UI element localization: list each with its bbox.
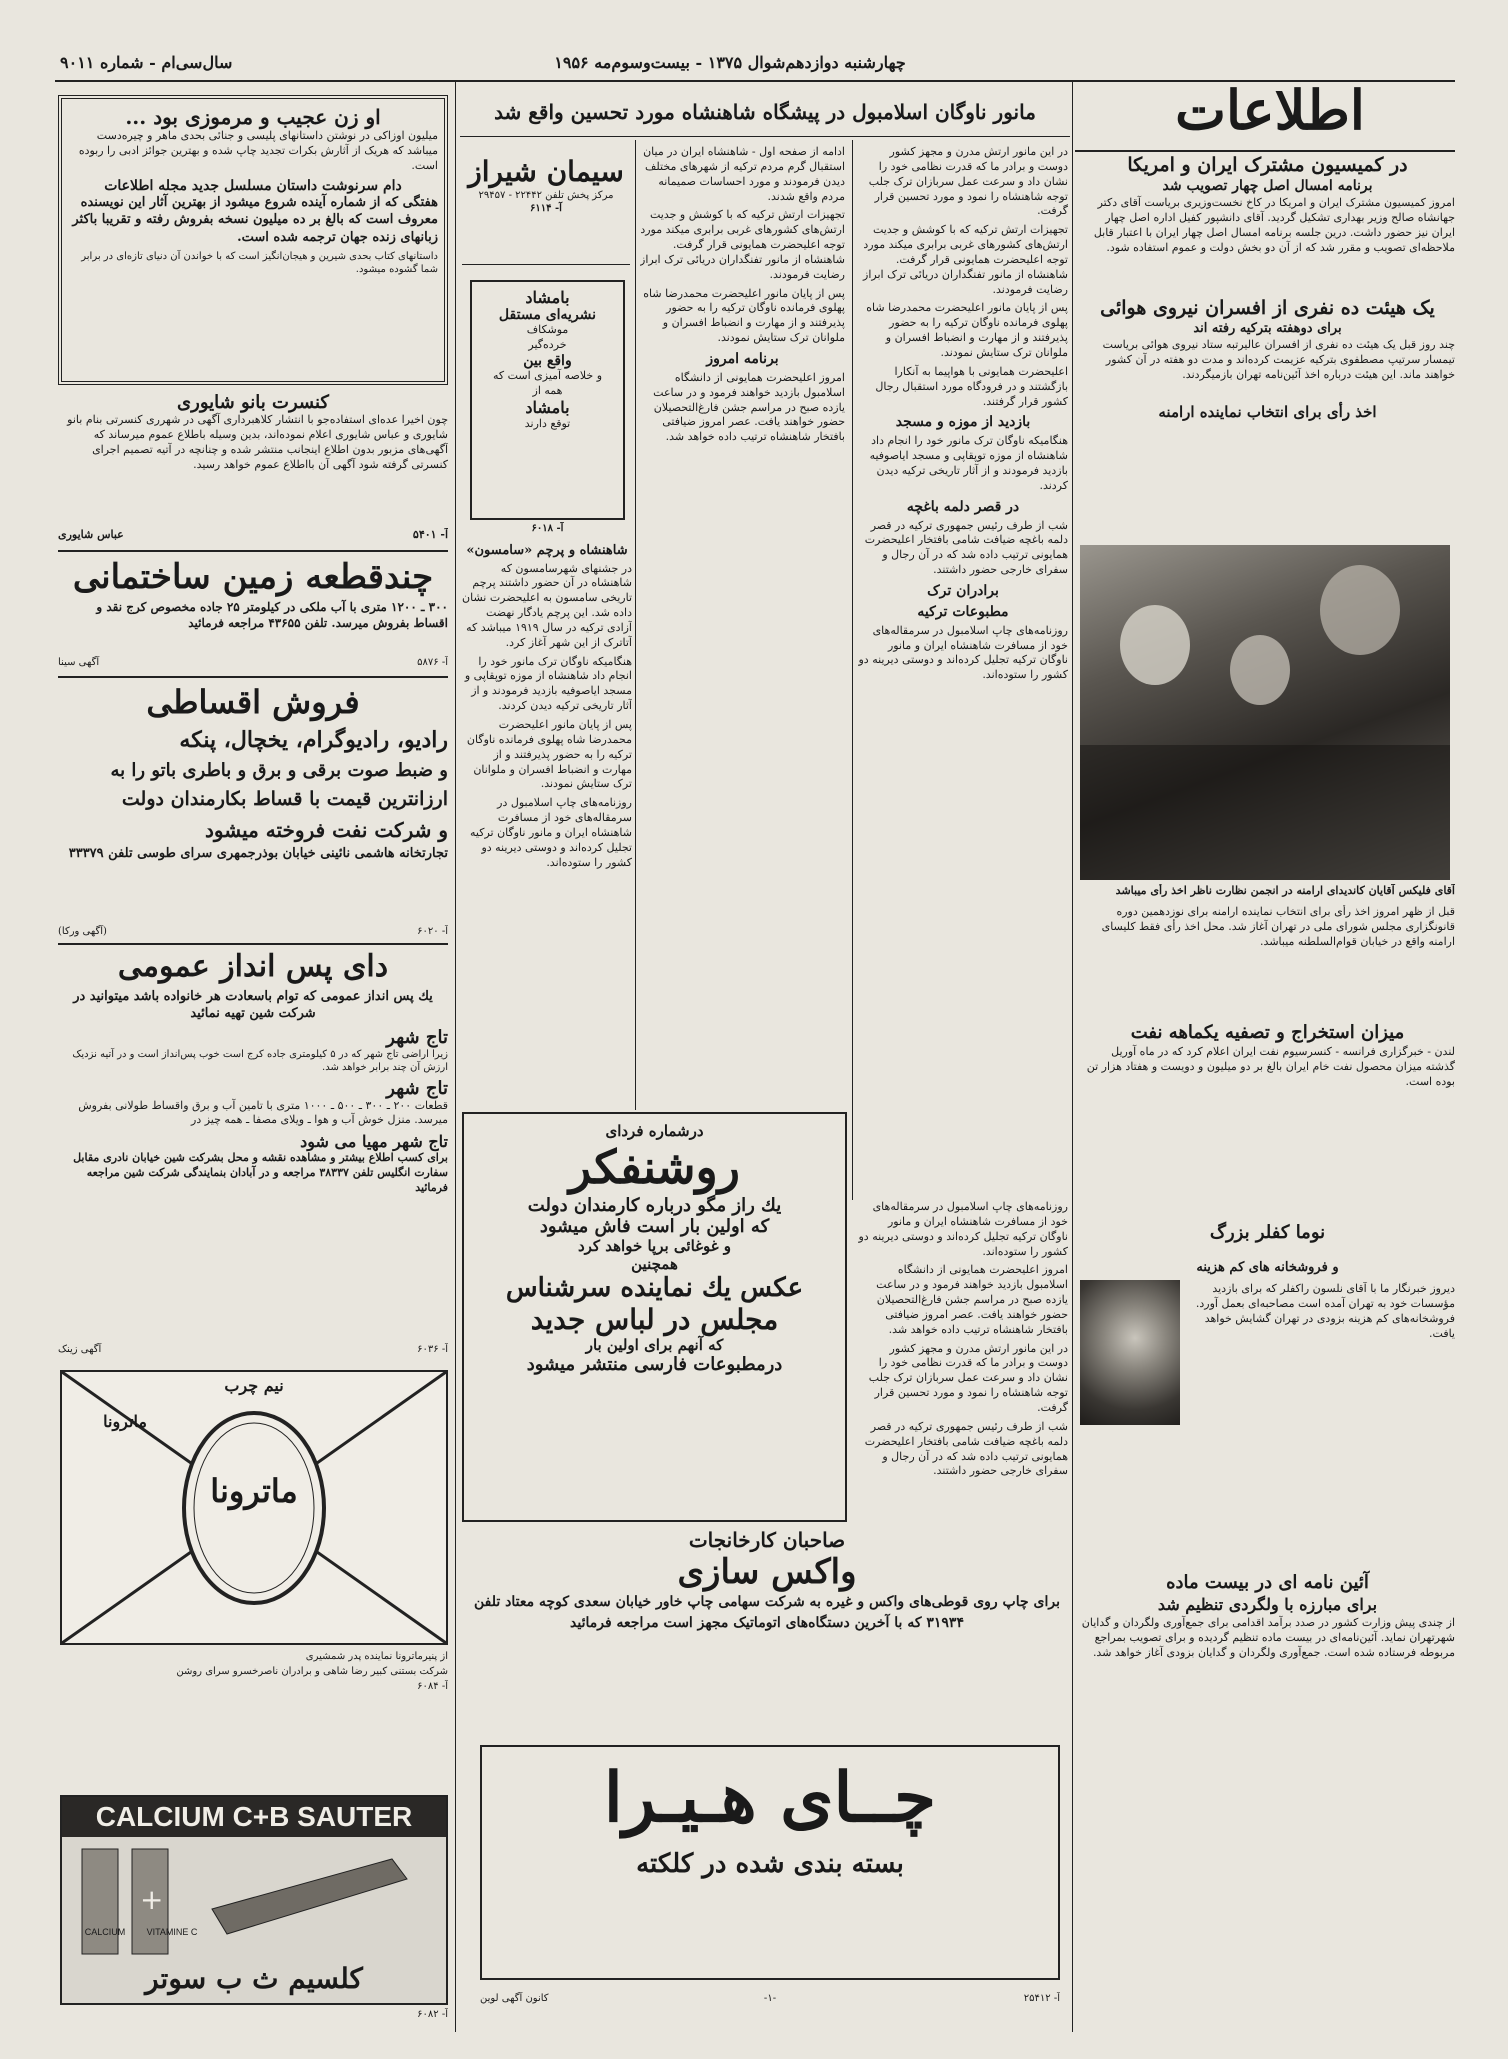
matrona-brand: ماترونا [210,1472,298,1510]
ad-line: همچنین [631,1255,678,1274]
bamshad-line: توقع دارند [524,417,571,431]
bamshad-title: بامشاد [525,288,570,307]
story-subheadline: دام سرنوشت داستان مسلسل جدید مجله اطلاعات [104,177,402,194]
headline: نوما کفلر بزرگ [1209,1222,1326,1243]
main-headline-rule [460,136,1070,137]
sale-agency: (آگهی ورکا) [58,926,107,937]
bamshad-line: بامشاد [525,398,570,418]
headline: اخذ رأی برای انتخاب نماینده ارامنه [1158,402,1377,421]
ad-title: روشنفکر [569,1140,740,1194]
col1-rockefeller-sub [1080,1258,1455,1278]
cinema-name: سیمان شیراز [468,155,624,188]
subheadline: برای دوهفته بترکیه رفته اند [1193,321,1342,336]
bamshad-line: خرده‌گیر [528,337,567,351]
paragraph: از چندی پیش وزارت کشور در صدد برآمد اقدامی برای جمع‌آوری ولگردان و گدایان شهرتهران نماید. آئین‌نامه‌ای در بیست ماده تنظیم گردیده و برای تصویب بمراجع مربوطه فرستاده شده است. جمع‌آوری ولگردان و گدایان بزودی آغاز خواهد شد. [1081,1616,1455,1659]
savings-ad [58,947,448,1357]
concert-signature: عباس شایوری [58,528,124,541]
footer-code: آ- ۲۵۴۱۲ [1023,1993,1060,2004]
bamshad-line: و خلاصه آمیزی است که [492,368,603,382]
paragraph: امروز کمیسیون مشترک ایران و امریکا در کاخ نخست‌وزیری بریاست آقای دکتر جهانشاه صالح وزیر بهداری تشکیل گردید. آقای دانشپور کفیل اداره اصل چهار ایران نیز حضور داشت. درین جلسه برنامه امسال اصل چهار ایران با اعتبار قابل ملاحظه‌ای تصویب و مقرر شد که از آن دو بخش دولت و عموم استفاده شود. [1093,196,1455,254]
headline: میزان استخراج و تصفیه یکماهه نفت [1130,1022,1405,1043]
paragraph: چون اخیرا عده‌ای استفاده‌جو با انتشار کلاهبرداری آگهی در شهرری کنسرتی بنام بانو شایوری و عباس شایوری اعلام نموده‌اند، بدین وسیله باطلاع عموم میرساند که آگهی‌های مزبور بدون اطلاع اینجانب منتشر شده و چنانچه در آتیه تصمیم اجرای کنسرتی گرفته شود آگهی آن بااطلاع عموم خواهد رسید. [67,413,448,471]
paragraph: ۳۰۰ ـ ۱۲۰۰ متری با آب ملکی در کیلومتر ۲۵ جاده مخصوص کرج نقد و اقساط بفروش میرسد. تلفن ۴۳۶۵۵ مراجعه فرمائید [96,600,448,631]
paragraph: چند روز قبل یک هیئت ده نفری از افسران عالیرتبه ستاد نیروی هوائی بریاست تیمسار سرتیپ مصطفوی بترکیه عزیمت کرده‌اند و مدت دو هفته در آن کشور خواهند ماند. این هیئت درباره اخذ آئین‌نامه تهران بازمیگردند. [1102,338,1455,381]
ad-line: که آنهم برای اولین بار [585,1336,724,1355]
paragraph: پس از پایان مانور اعلیحضرت محمدرضا شاه پهلوی فرمانده ناوگان ترکیه را به حضور پذیرفتند و از مهارت و انضباط افسران و ملوانان ترک ستایش نمودند. [466,717,632,791]
paragraph: برای کسب اطلاع بیشتر و مشاهده نقشه و محل بشرکت شین خیابان نادری مقابل سفارت انگلیس تلفن ۳۸۳۳۷ مراجعه و در آبادان بنمایندگی شرکت شین مراجعه فرمائید [73,1151,448,1194]
column-rule [635,140,636,1110]
ad-line: و شرکت نفت فروخته میشود [205,817,448,842]
photo-caption: آقای فلیکس آقایان کاندیدای ارامنه در انجمن نظارت ناظر اخذ رأی میباشد [1115,884,1455,897]
page-number: -۱- [763,1993,777,2004]
bamshad-line: واقع بین [523,352,572,369]
paragraph: امروز اعلیحضرت همایونی از دانشگاه اسلامبول بازدید خواهند فرمود و در ساعت یازده صبح در مراسم جشن فارغ‌التحصیلان حضور خواهند یافت. عصر امروز ضیافتی بافتخار شاهنشاه ترتیب داده خواهد شد. [653,370,845,444]
col1-article-airforce [1080,295,1455,510]
ad-line: صاحبان کارخانجات [688,1528,846,1552]
ad-heading: تاج شهر [386,1077,448,1099]
headline: آئین نامه ای در بیست ماده [1166,1572,1369,1593]
paragraph: داستانهای کتاب بحدی شیرین و هیجان‌انگیز است که با خواندن آن دنیای تازه‌ای در برابر شما گشوده میشود. [81,251,438,276]
column-rule [455,82,456,2032]
paragraph: امروز اعلیحضرت همایونی از دانشگاه اسلامبول بازدید خواهند فرمود و در ساعت یازده صبح در مراسم جشن فارغ‌التحصیلان حضور خواهند یافت. عصر امروز ضیافتی بافتخار شاهنشاه ترتیب داده خواهد شد. [876,1263,1068,1336]
headline: بازدید از موزه و مسجد [895,414,1031,431]
ad-body: برای چاپ روی قوطی‌های واکس و غیره به شرکت سهامی چاپ خاور خیابان سعدی کوچه معتاد تلفن ۳۱۹۳۴ که با آخرین دستگاه‌های اتوماتیک مجهز است مراجعه فرمائید [473,1594,1061,1631]
issue-line: سال‌سی‌ام - شماره ۹۰۱۱ [60,53,233,72]
col1-article-vagrancy [1080,1570,1455,2035]
ad-line: درمطبوعات فارسی منتشر میشود [526,1354,783,1376]
calcium-banner: CALCIUM C+B SAUTER [62,1797,446,1837]
paragraph: روزنامه‌های چاپ اسلامبول در سرمقاله‌های خود از مسافرت شاهنشاه ایران و مانور ناوگان ترکیه تجلیل کرده‌اند و دوستی دیرینه دو کشور را ستوده‌اند. [858,623,1068,682]
ad-title: دای پس انداز عمومی [117,949,389,984]
ad-title: فروش اقساطی [146,683,360,721]
cinema-phone: مرکز پخش تلفن ۲۲۴۴۲ - ۲۹۴۵۷ [478,189,614,201]
paragraph: هنگامیکه ناوگان ترک مانور خود را انجام داد شاهنشاه از موزه توپقاپی و مسجد ایاصوفیه بازدید فرمودند و از آثار تاریخی ترکیه دیدن کردند. [464,654,632,713]
subheadline: و فروشخانه های کم هزینه [1196,1260,1339,1275]
matrona-address: شرکت بستنی کبیر رضا شاهی و برادران ناصرخسرو سرای روشن [176,1666,448,1677]
ad-title: چــای هـیـرا [603,1758,937,1838]
date-line: چهارشنبه دوازدهم‌شوال ۱۳۷۵ - بیست‌وسوم‌مه ۱۹۵۶ [554,53,906,72]
section-rule [58,550,448,552]
col1-paragraph-rockefeller: دیروز خبرنگار ما با آقای نلسون راکفلر که برای بازدید مؤسسات خود به تهران آمده است مصاحبه‌ای بعمل آورد. فروشخانه‌های کم هزینه بزودی در تهران گشایش خواهد یافت. [1195,1282,1455,1340]
roshanfekr-ad [462,1112,847,1522]
cinema-ad [462,155,630,265]
paragraph: روزنامه‌های چاپ اسلامبول در سرمقاله‌های خود از مسافرت شاهنشاه ایران و مانور ناوگان ترکیه تجلیل کرده‌اند و دوستی دیرینه دو کشور را ستوده‌اند. [469,796,632,869]
svg-text:+: + [140,1883,164,1916]
bamshad-line: نشریه‌ای مستقل [498,307,597,323]
photo-rockefeller [1080,1280,1180,1425]
calcium-ad [60,1795,448,2005]
paragraph: شب از طرف رئیس جمهوری ترکیه در قصر دلمه باغچه ضیافت شامی بافتخار اعلیحضرت همایونی ترتیب داده شد که در آن رجال و سفرای خارجی حضور داشتند. [864,518,1068,577]
tea-ad [480,1745,1060,1980]
subheadline: برای مبارزه با ولگردی تنظیم شد [1157,1595,1378,1614]
headline: یک هیئت ده نفری از افسران نیروی هوائی [1100,297,1435,319]
paragraph: اعلیحضرت همایونی با هواپیما به آنکارا بازگشتند و در فرودگاه مورد استقبال رجال کشور قرار گرفتند. [875,364,1068,408]
taj-code: آ- ۶۰۳۶ [417,1344,448,1355]
col1-article-commission [1080,152,1455,292]
section-rule [58,676,448,678]
sale-code: آ- ۶۰۲۰ [417,926,448,937]
col1-article-rockefeller [1080,1220,1455,1260]
matrona-code: آ- ۶۰۸۴ [417,1681,448,1692]
col1-article-oil [1080,1020,1455,1205]
story-ad [58,95,448,385]
bamshad-line: موشکاف [526,323,569,336]
headline: در کمیسیون مشترک ایران و امریکا [1127,154,1408,176]
paragraph: هفتگی که از شماره آینده شروع میشود از بهترین آثار این نویسنده معروف است که بالغ بر ده میلیون نسخه بفروش رفته و تقریبا باکثر زبانهای زنده جهان ترجمه شده است. [72,194,438,245]
bamshad-code: آ- ۶۰۱۸ [531,523,564,534]
ad-sub: بسته بندی شده در کلکته [636,1849,904,1879]
column-rule [1072,82,1073,2032]
calcium-fa-name: کلسیم ث ب سوتر [145,1962,363,1995]
col1-paragraph-election: قبل از ظهر امروز اخذ رأی برای انتخاب نماینده ارامنه برای نوزدهمین دوره قانونگزاری مجلس شورای ملی در تهران آغاز شد. محل اخذ رأی فقط کلیسای ارامنه واقع در خیابان قوام‌السلطنه میباشد. [1101,905,1455,948]
photo-armenian-election [1080,545,1450,880]
paragraph: پس از پایان مانور اعلیحضرت محمدرضا شاه پهلوی فرمانده ناوگان ترکیه را به حضور پذیرفتند و از مهارت و انضباط افسران و ملوانان ترک ستایش نمودند. [643,286,845,345]
ad-heading: تاج شهر مهیا می شود [300,1132,448,1152]
paragraph: هنگامیکه ناوگان ترک مانور خود را انجام داد شاهنشاه از موزه توپقاپی و مسجد ایاصوفیه بازدید فرمودند و از آثار تاریخی ترکیه دیدن کردند. [869,434,1068,492]
paragraph: زیرا اراضی تاج شهر که در ۵ کیلومتری جاده کرج است خوب پس‌انداز است و در آتیه نزدیک ارزش آن چند برابر خواهد شد. [72,1048,448,1073]
matrona-top-label: نیم چرب [224,1376,284,1395]
paragraph: در این مانور ارتش مدرن و مجهز کشور دوست و برادر ما که قدرت نظامی خود را نشان داد و سرعت عمل سربازان ترک جلب توجه شاهنشاه را نمود و مورد تحسین قرار گرفت. [868,145,1068,218]
ad-line: و ضبط صوت برقی و برق و باطری باتو را به [110,759,448,781]
ad-title: چندقطعه زمین ساختمانی [72,557,434,597]
story-headline: او زن عجیب و مرموزی بود ... [125,105,381,129]
col2-sasoon-article [462,540,632,1110]
calcium-vial-label: VITAMINE C [146,1927,198,1937]
paragraph: ادامه از صفحه اول - شاهنشاه ایران در میان استقبال گرم مردم ترکیه از شهرهای مختلف دیدن فرمودند و مورد احساسات صمیمانه مردم واقع شدند. [643,145,845,203]
paragraph: قطعات ۲۰۰ ـ ۳۰۰ ـ ۵۰۰ ـ ۱۰۰۰ متری با تامین آب و برق واقساط طولانی بفروش میرسد. منزل خوش آب و هوا ـ ویلای مصفا ـ همه چیز در [78,1098,448,1127]
concert-headline: کنسرت بانو شایوری [177,392,329,413]
ad-title: واکس سازی [677,1552,857,1592]
paragraph: تجهیزات ارتش ترکیه که با کوشش و جدیت ارتش‌های کشورهای غربی برابری میکند مورد توجه اعلیحضرت همایونی قرار گرفت. شاهنشاه از مانور تفنگداران دریائی ترک ابراز رضایت فرمودند. [863,223,1068,296]
calcium-ampoules-graphic [62,1839,446,1959]
ad-line: ارزانترین قیمت با قساط بکارمندان دولت [121,788,448,811]
column-rule [852,140,853,1200]
paragraph: تجهیزات ارتش ترکیه که با کوشش و جدیت ارتش‌های کشورهای غربی برابری میکند مورد توجه اعلیحضرت همایونی قرار گرفت. شاهنشاه از مانور تفنگداران دریائی ترک ابراز رضایت فرمودند. [640,208,845,281]
concert-notice [58,392,448,542]
paragraph: در جشنهای شهرسامسون که شاهنشاه در آن حضور داشتند پرچم تاریخی سامسون به اعلیحضرت نشان داده شد. این پرچم یادگار نهضت آزادی ترکیه در سال ۱۹۱۹ میباشد که آتاترک از این شهر آغاز کرد. [462,561,632,649]
col2-middle-column [640,145,845,1110]
paragraph: پس از پایان مانور اعلیحضرت محمدرضا شاه پهلوی فرمانده ناوگان ترکیه را به حضور پذیرفتند و از مهارت و انضباط افسران و ملوانان ترک ستایش نمودند. [866,301,1068,359]
ad-line: که اولین بار است فاش میشود [539,1216,770,1238]
concert-code: آ- ۵۴۰۱ [412,528,448,541]
ad-line: عکس یك نماینده سرشناس [505,1273,804,1304]
bamshad-ad [470,280,625,520]
calcium-vial-label: CALCIUM [84,1927,126,1937]
headline: شاهنشاه و پرچم «سامسون» [466,543,628,558]
headline: برنامه امروز [706,350,779,367]
ad-line: مجلس در لباس جدید [530,1303,779,1337]
cinema-code: آ- ۶۱۱۴ [530,202,562,214]
matrona-caption: از پنیرماترونا نماینده پدر شمشیری [305,1651,448,1662]
ad-line: درشماره فردای [605,1122,704,1140]
bamshad-line: همه از [532,383,563,397]
matrona-side-label: ماترونا [103,1412,147,1431]
ad-line: رادیو، رادیوگرام، یخچال، پنکه [179,726,448,753]
wax-ad [462,1528,1072,1728]
headline: در قصر دلمه باغچه [906,498,1020,515]
land-agency: آگهی سینا [58,657,100,668]
headline: برادران ترک [927,582,999,599]
col2-right-column [858,145,1068,1195]
section-rule [58,943,448,945]
installment-ad [58,680,448,925]
paragraph: شب از طرف رئیس جمهوری ترکیه در قصر دلمه باغچه ضیافت شامی بافتخار اعلیحضرت همایونی ترتیب داده شد که در آن رجال و سفرای خارجی حضور داشتند. [864,1419,1068,1478]
calcium-code: آ- ۶۰۸۲ [417,2009,448,2020]
ad-heading: تاج شهر [386,1026,448,1048]
paragraph: در این مانور ارتش مدرن و مجهز کشور دوست و برادر ما که قدرت نظامی خود را نشان داد و سرعت عمل سربازان ترک جلب توجه شاهنشاه را نمود و مورد تحسین قرار گرفت. [868,1341,1068,1414]
masthead-logo: اطلاعات [1175,78,1365,142]
ad-line: و غوغائی برپا خواهد کرد [577,1237,732,1256]
paragraph: روزنامه‌های چاپ اسلامبول در سرمقاله‌های خود از مسافرت شاهنشاه ایران و مانور ناوگان ترکیه تجلیل کرده‌اند و دوستی دیرینه دو کشور را ستوده‌اند. [858,1200,1068,1258]
paragraph: میلیون اوزاکی در نوشتن داستانهای پلیسی و جنائی بحدی ماهر و چیره‌دست میباشد که هریک از آثارش بکرات تجدید چاپ شده و بهترین جوائز ادبی را ربوده است. [78,129,438,172]
ad-address: تجارتخانه هاشمی نائینی خیابان بوذرجمهری سرای طوسی تلفن ۳۳۳۷۹ [68,845,448,861]
land-code: آ- ۵۸۷۶ [417,657,448,668]
paragraph: لندن - خبرگزاری فرانسه - کنسرسیوم نفت ایران اعلام کرد که در ماه آوریل گذشته میزان محصول نفت خام ایران بالغ بر دو میلیون و دویست و هفتاد هزار تن بوده است. [1086,1045,1455,1088]
ad-sub: یك پس انداز عمومی که توام باسعادت هر خانواده باشد میتوانید در شرکت شین تهیه نمائید [73,988,433,1022]
footer-agency: کانون آگهی لوین [480,1993,549,2004]
taj-agency: آگهی زینک [58,1344,102,1355]
main-headline: مانور ناوگان اسلامبول در پیشگاه شاهنشاه مورد تحسین واقع شد [494,100,1036,124]
ad-line: یك راز مگو درباره کارمندان دولت [527,1195,782,1217]
matrona-ad [60,1370,448,1645]
headline: مطبوعات ترکیه [917,603,1009,620]
subheadline: برنامه امسال اصل چهار تصویب شد [1162,178,1373,194]
